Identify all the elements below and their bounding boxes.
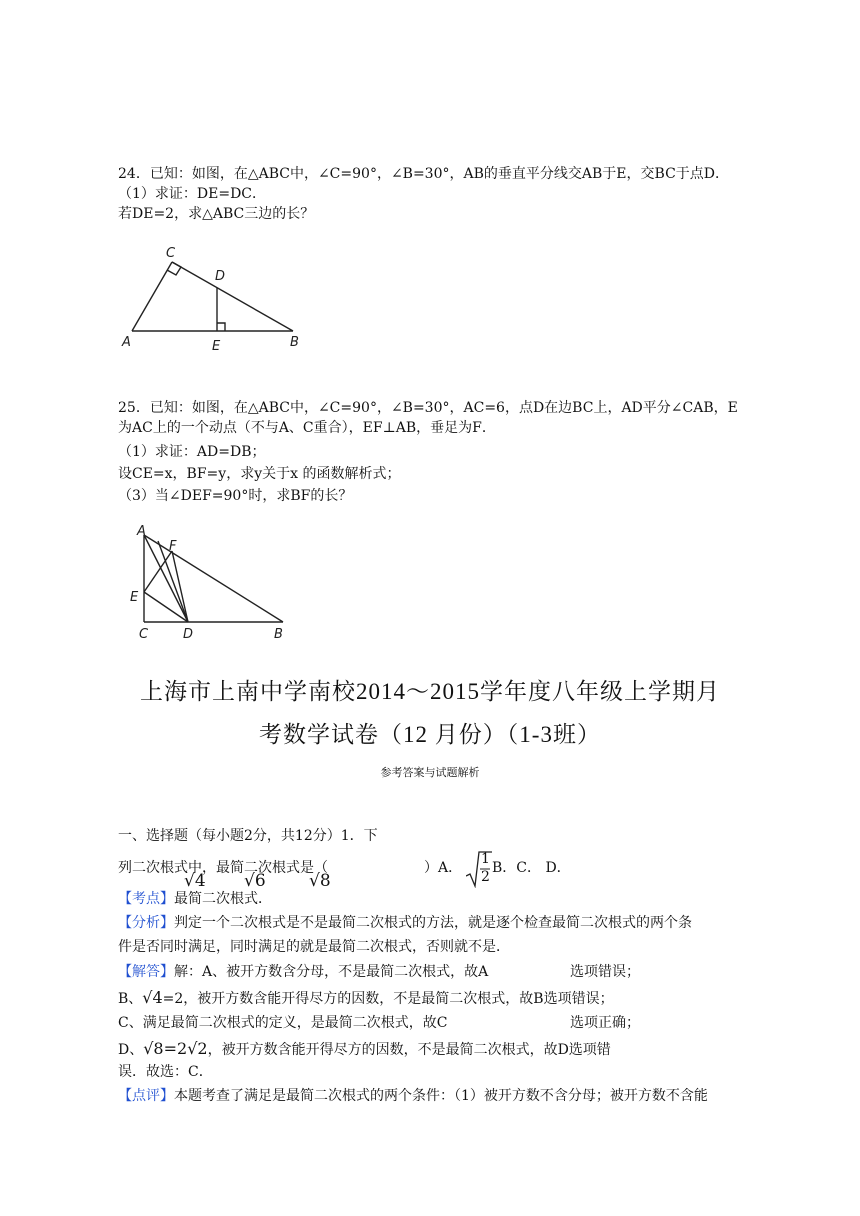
answer-q1-stem-a: ）A． xyxy=(424,860,463,876)
q25-label-e: E xyxy=(130,590,139,605)
option-a-numerator: 1 xyxy=(481,851,490,867)
q24-label-a: A xyxy=(122,335,131,350)
option-d-radical: √8 xyxy=(309,871,331,891)
page-title-line1: 上海市上南中学南校2014～2015学年度八年级上学期月 xyxy=(140,679,720,704)
jieda-d-radical: √8=2√2 xyxy=(143,1039,208,1058)
q25-label-a: A xyxy=(137,525,146,539)
dianping-text: 本题考查了满足是最简二次根式的两个条件：（1）被开方数不含分母；被开方数不含能 xyxy=(174,1088,708,1104)
jieda-d-prefix: D、 xyxy=(118,1042,144,1058)
q25-line4: 设CE=x，BF=y，求y关于x 的函数解析式； xyxy=(118,466,401,482)
q25-label-d: D xyxy=(183,627,194,642)
answer-section-heading: 一、选择题（每小题2分，共12分）1．下 xyxy=(118,828,378,844)
jieda-b-row xyxy=(118,988,614,1009)
jieda-c: C、满足最简二次根式的定义，是最简二次根式，故C xyxy=(118,1015,448,1031)
q25-label-c: C xyxy=(139,627,149,642)
jieda-a: 解：A、被开方数含分母，不是最简二次根式，故A xyxy=(174,964,489,980)
jieda-a-tail: 选项错误； xyxy=(570,964,640,980)
q24-label-b: B xyxy=(290,335,299,350)
q25-label-b: B xyxy=(274,627,283,642)
answer-q1-options: B．C． D． xyxy=(492,860,571,876)
jieda-tag: 【解答】 xyxy=(118,964,174,980)
dianping-row xyxy=(118,1086,708,1106)
q25-line2: 为AC上的一个动点（不与A、C重合），EF⊥AB，垂足为F． xyxy=(118,420,496,436)
jieda-b-radical: √4 xyxy=(142,988,163,1007)
jieda-d-text-2: 误．故选：C． xyxy=(118,1064,213,1080)
q25-label-f: F xyxy=(169,539,177,554)
q25-triangle-figure xyxy=(125,525,305,655)
jieda-d-row xyxy=(118,1039,611,1060)
option-a-denominator: 2 xyxy=(481,869,490,885)
fenxi-row xyxy=(118,913,692,933)
page-title-line2: 考数学试卷（12 月份）（1-3班） xyxy=(259,722,601,747)
page-subtitle: 参考答案与试题解析 xyxy=(380,766,480,779)
answer-q1-stem: 列二次根式中，最简二次根式是（ xyxy=(118,860,328,876)
option-a-radical xyxy=(466,850,492,888)
q25-line3: （1）求证：AD=DB； xyxy=(118,444,266,460)
q24-line1: 24．已知：如图，在△ABC中，∠C=90°，∠B=30°，AB的垂直平分线交AB于E，交BC于点D． xyxy=(118,166,730,182)
jieda-b-prefix: B、 xyxy=(118,991,143,1007)
q24-line3: 若DE=2，求△ABC三边的长？ xyxy=(118,206,315,222)
jieda-c-tail: 选项正确； xyxy=(570,1015,640,1031)
kaodian-tag: 【考点】 xyxy=(118,891,174,907)
option-c-radical: √6 xyxy=(244,871,266,891)
kaodian-text: 最简二次根式． xyxy=(174,891,272,907)
q24-triangle-figure xyxy=(120,240,320,360)
kaodian-row xyxy=(118,889,272,909)
q25-line5: （3）当∠DEF=90°时，求BF的长？ xyxy=(118,488,353,504)
fenxi-text-2: 件是否同时满足，同时满足的就是最简二次根式，否则就不是． xyxy=(118,939,510,955)
jieda-row xyxy=(118,962,488,982)
q24-label-d: D xyxy=(215,269,226,284)
q24-line2: （1）求证：DE=DC． xyxy=(118,186,267,202)
fenxi-text-1: 判定一个二次根式是不是最简二次根式的方法，就是逐个检查最简二次根式的两个条 xyxy=(174,915,692,931)
q25-line1: 25．已知：如图，在△ABC中，∠C=90°，∠B=30°，AC=6，点D在边BC上，AD平分∠CAB，E xyxy=(118,400,738,416)
q24-label-c: C xyxy=(166,246,176,261)
fenxi-tag: 【分析】 xyxy=(118,915,174,931)
dianping-tag: 【点评】 xyxy=(118,1088,174,1104)
jieda-b-text: =2，被开方数含能开得尽方的因数，不是最简二次根式，故B选项错误； xyxy=(162,991,614,1007)
q24-label-e: E xyxy=(212,339,221,354)
option-b-radical: √4 xyxy=(184,871,206,891)
jieda-d-text: ，被开方数含能开得尽方的因数，不是最简二次根式，故D选项错 xyxy=(207,1042,611,1058)
